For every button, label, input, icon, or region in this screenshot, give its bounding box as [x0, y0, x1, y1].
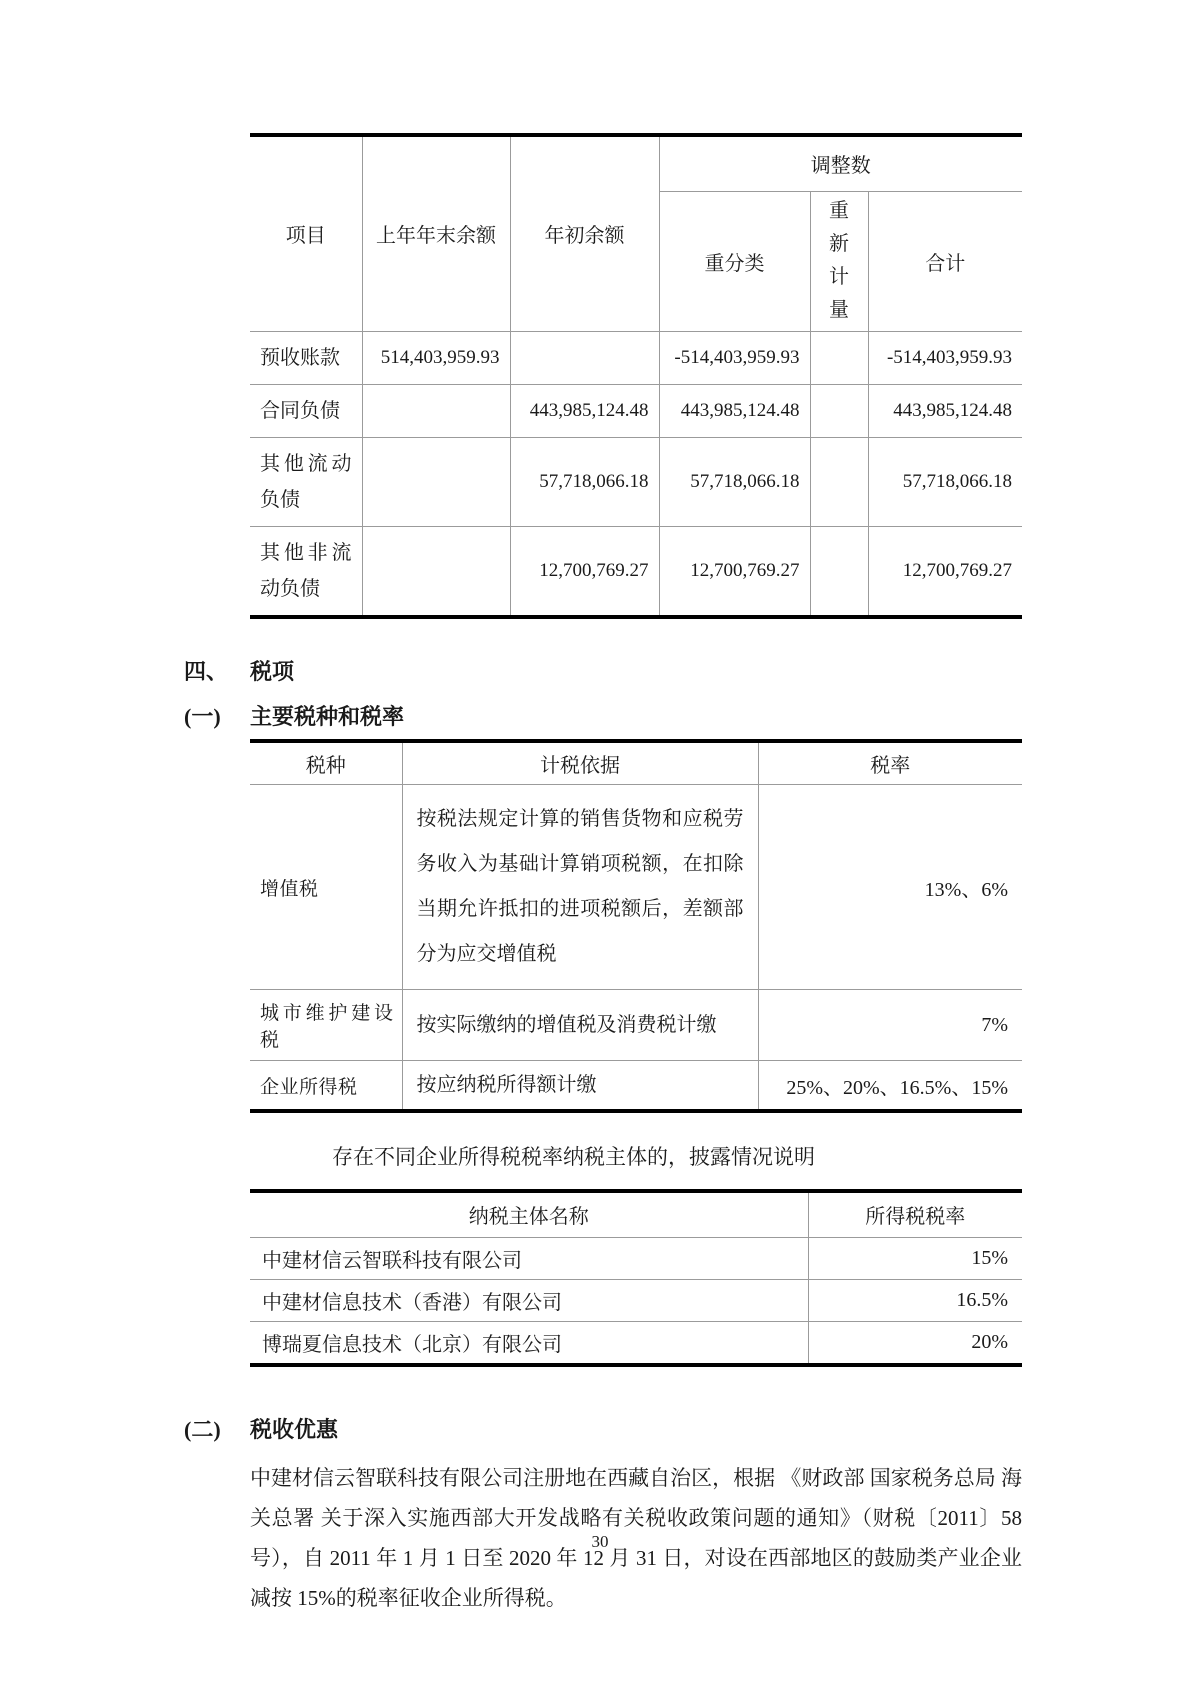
col-header-income-tax-rate: 所得税税率: [808, 1191, 1022, 1237]
table-row: [250, 384, 1022, 437]
cell-remeasurement: [810, 331, 868, 384]
table-row: [250, 1321, 1022, 1365]
taxpayer-table-header: [250, 1191, 1022, 1237]
table-row: [250, 331, 1022, 384]
cell-year-begin: [510, 331, 659, 384]
col-header-tax-basis: 计税依据: [402, 741, 758, 785]
table-row: [250, 526, 1022, 617]
cell-tax-rate: 7%: [758, 990, 1022, 1061]
cell-income-tax-rate: 15%: [808, 1237, 1022, 1279]
table-row: [250, 990, 1022, 1061]
cell-reclassification: 57,718,066.18: [659, 437, 810, 526]
section-index: 四、: [184, 658, 229, 684]
table-row: [250, 1061, 1022, 1112]
cell-reclassification: -514,403,959.93: [659, 331, 810, 384]
cell-prev-year-end: [362, 526, 510, 617]
cell-tax-type: 增值税: [260, 878, 319, 900]
subsection-heading-tax-preference: [184, 1413, 1022, 1444]
cell-remeasurement: [810, 384, 868, 437]
adjustment-table: [250, 133, 1022, 619]
cell-tax-basis: 按实际缴纳的增值税及消费税计缴: [402, 990, 758, 1061]
table-row: [250, 785, 1022, 990]
col-header-prev-year-end: 上年年末余额: [362, 135, 510, 331]
vertical-header-text: 重新计量: [829, 200, 849, 321]
table-row: [250, 437, 1022, 526]
cell-total: 12,700,769.27: [868, 526, 1022, 617]
tax-preference-paragraph: 中建材信云智联科技有限公司注册地在西藏自治区，根据 《财政部 国家税务总局 海关总署 关于深入实施西部大开发战略有关税收政策问题的通知》（财税〔2011〕58 号），自 2011 年 1 月 1 日至 2020 年 12 月 31 日，对设在西部地区的鼓励类产业企业减按 15%的税率征收企业所得税。: [250, 1465, 1022, 1610]
taxpayer-table: [250, 1189, 1022, 1367]
cell-prev-year-end: [362, 384, 510, 437]
col-header-total: 合计: [868, 191, 1022, 331]
cell-total: -514,403,959.93: [868, 331, 1022, 384]
page-number: 30: [591, 1532, 609, 1551]
cell-remeasurement: [810, 526, 868, 617]
cell-prev-year-end: [362, 437, 510, 526]
section-heading-tax: [184, 655, 1022, 686]
col-header-tax-type: 税种: [250, 741, 402, 785]
page-content: [184, 133, 1022, 1618]
cell-item: 合同负债: [250, 384, 362, 437]
cell-tax-type: 企业所得税: [250, 1061, 402, 1112]
col-header-adjustment: 调整数: [659, 135, 1022, 191]
cell-total: 57,718,066.18: [868, 437, 1022, 526]
cell-reclassification: 443,985,124.48: [659, 384, 810, 437]
cell-taxpayer-name: 博瑞夏信息技术（北京）有限公司: [250, 1321, 808, 1365]
col-header-item: 项目: [285, 225, 326, 248]
disclosure-note: 存在不同企业所得税税率纳税主体的，披露情况说明: [332, 1145, 815, 1169]
tax-rate-table-header: [250, 741, 1022, 785]
cell-income-tax-rate: 16.5%: [808, 1279, 1022, 1321]
cell-tax-rate: 13%、6%: [758, 785, 1022, 990]
subsection-title: 主要税种和税率: [250, 703, 405, 729]
cell-tax-type: 城市维护建设税: [250, 990, 402, 1061]
col-header-reclassification: 重分类: [659, 191, 810, 331]
cell-year-begin: 57,718,066.18: [510, 437, 659, 526]
cell-year-begin: 12,700,769.27: [510, 526, 659, 617]
cell-tax-rate: 25%、20%、16.5%、15%: [758, 1061, 1022, 1112]
col-header-taxpayer-name: 纳税主体名称: [250, 1191, 808, 1237]
adjustment-table-header: [250, 135, 1022, 331]
cell-year-begin: 443,985,124.48: [510, 384, 659, 437]
table-row: [250, 1237, 1022, 1279]
cell-total: 443,985,124.48: [868, 384, 1022, 437]
cell-tax-basis: 按税法规定计算的销售货物和应税劳务收入为基础计算销项税额，在扣除当期允许抵扣的进项税额后，差额部分为应交增值税: [402, 785, 758, 990]
section-title: 税项: [250, 658, 295, 684]
col-header-tax-rate: 税率: [758, 741, 1022, 785]
cell-prev-year-end: 514,403,959.93: [362, 331, 510, 384]
col-header-year-begin: 年初余额: [510, 135, 659, 331]
table-row: [250, 1279, 1022, 1321]
tax-rate-table: [250, 739, 1022, 1114]
subsection-heading-main-taxes: [184, 700, 1022, 731]
cell-reclassification: 12,700,769.27: [659, 526, 810, 617]
cell-item: 预收账款: [250, 331, 362, 384]
subsection-index: (一): [184, 703, 221, 729]
cell-item: 其他非流动负债: [250, 526, 362, 617]
cell-taxpayer-name: 中建材信息技术（香港）有限公司: [250, 1279, 808, 1321]
subsection-index: (二): [184, 1416, 221, 1442]
cell-income-tax-rate: 20%: [808, 1321, 1022, 1365]
subsection-title: 税收优惠: [250, 1416, 339, 1442]
cell-tax-basis: 按应纳税所得额计缴: [402, 1061, 758, 1112]
cell-taxpayer-name: 中建材信云智联科技有限公司: [262, 1249, 522, 1272]
col-header-remeasurement: [810, 191, 868, 331]
cell-item: 其他流动负债: [250, 437, 362, 526]
cell-remeasurement: [810, 437, 868, 526]
